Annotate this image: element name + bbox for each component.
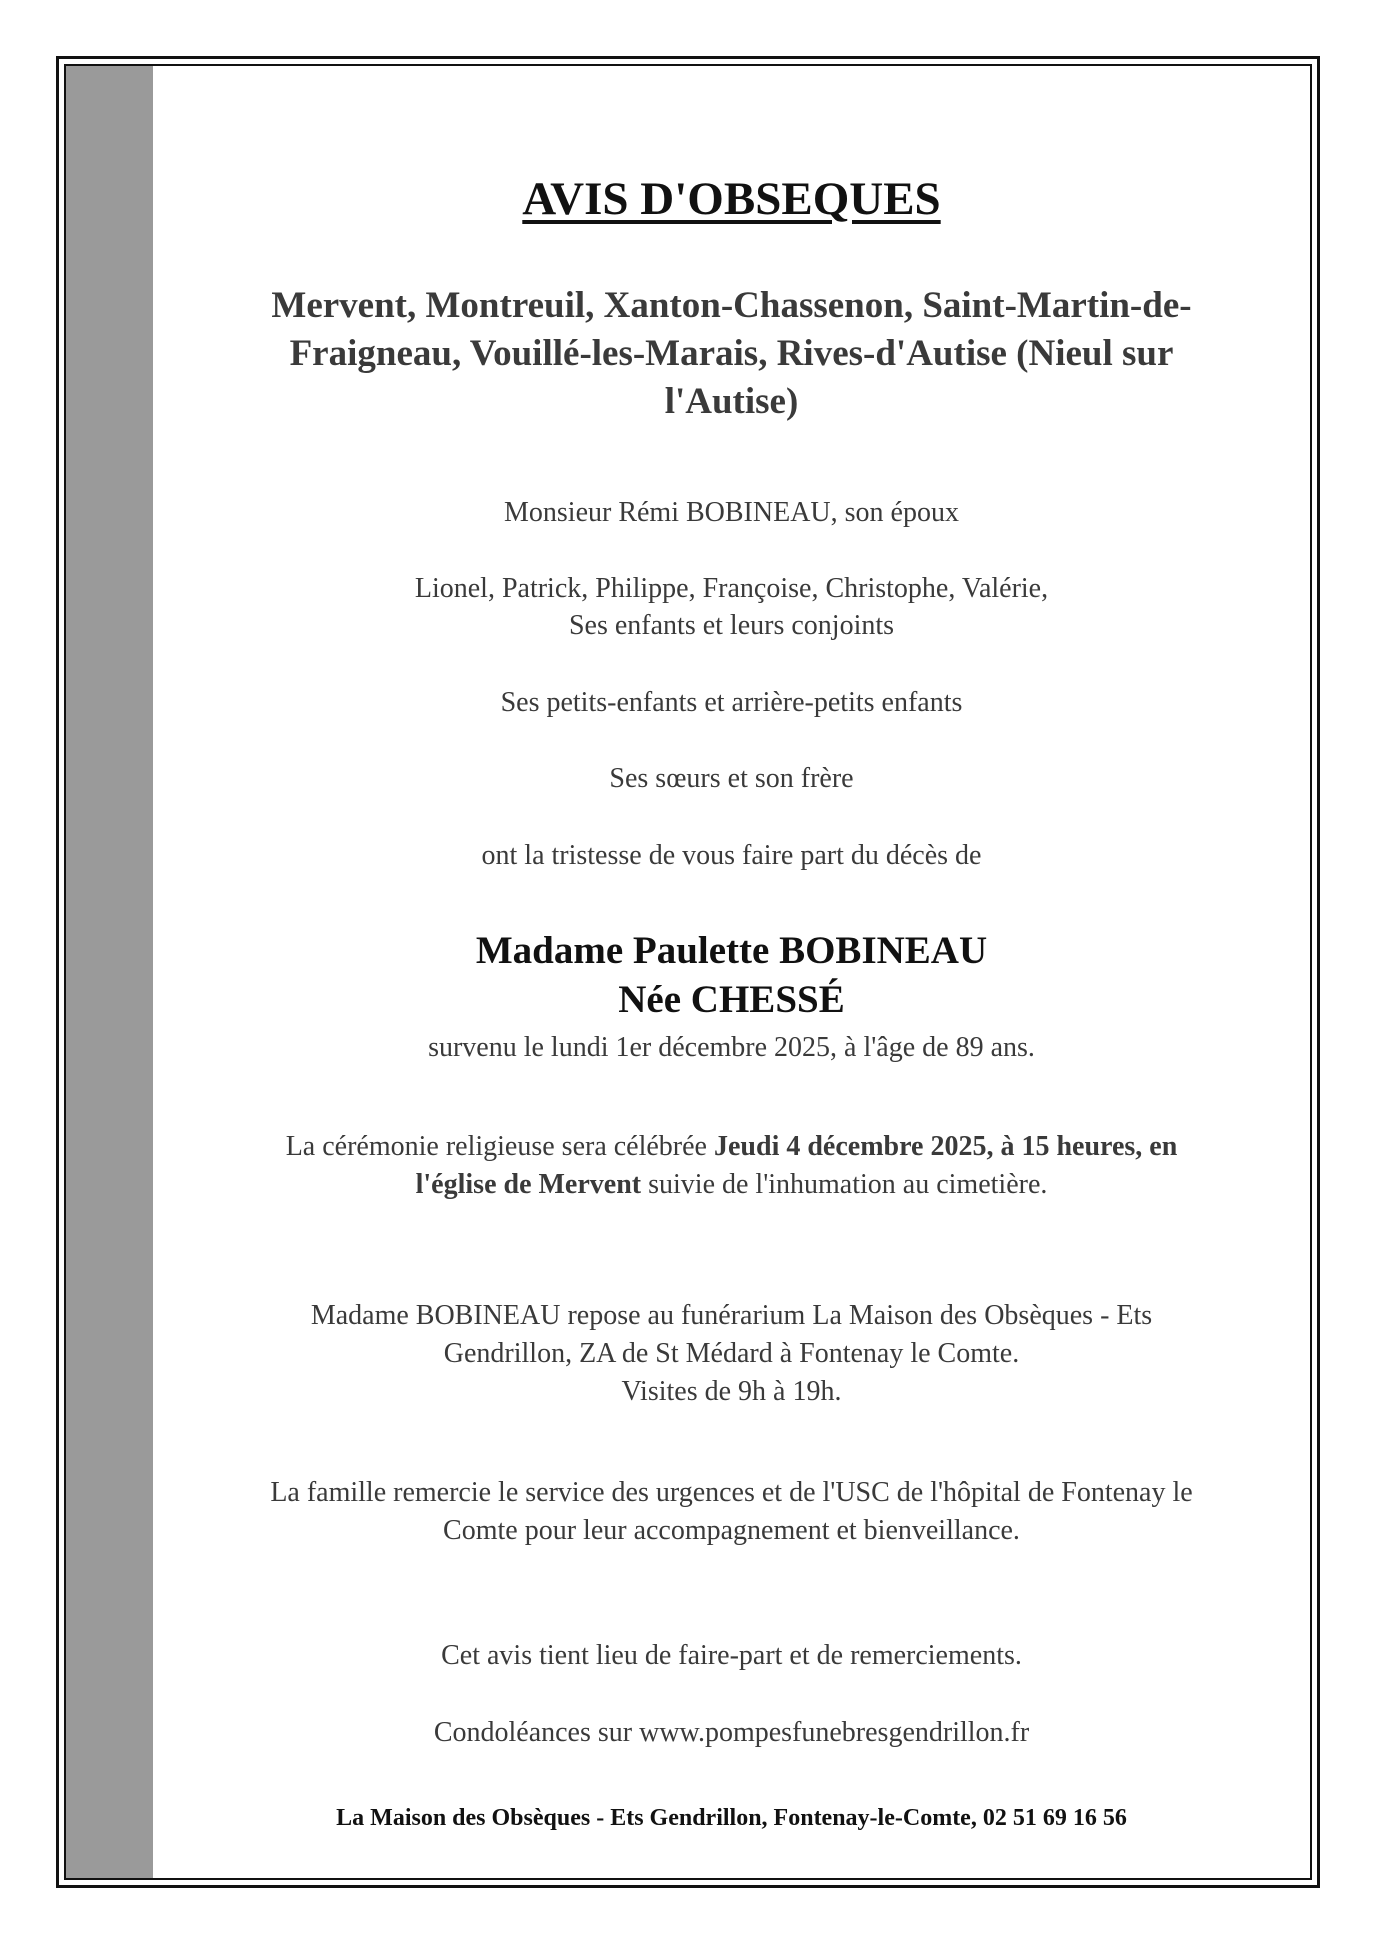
- visitation-line-3: Visites de 9h à 19h.: [621, 1376, 842, 1407]
- ceremony-rest: suivie de l'inhumation au cimetière.: [641, 1169, 1048, 1200]
- places-line-3: l'Autise): [664, 381, 799, 422]
- ceremony-date: Jeudi 4 décembre 2025, à 15 heures, en: [714, 1131, 1178, 1162]
- ceremony-line-1: [173, 1128, 1290, 1166]
- thanks-line-1: La famille remercie le service des urgences et de l'USC de l'hôpital de Fontenay le: [270, 1477, 1193, 1508]
- ceremony-intro: La cérémonie religieuse sera célébrée: [285, 1131, 714, 1162]
- visitation-line-2: Gendrillon, ZA de St Médard à Fontenay le Comte.: [443, 1338, 1020, 1369]
- deceased-maiden-name: Née CHESSÉ: [618, 978, 845, 1021]
- funeral-home-footer: La Maison des Obsèques - Ets Gendrillon, Fontenay-le-Comte, 02 51 69 16 56: [336, 1805, 1127, 1831]
- ceremony-place: l'église de Mervent: [415, 1169, 642, 1200]
- deceased-name: Madame Paulette BOBINEAU: [475, 929, 988, 972]
- spouse-line: Monsieur Rémi BOBINEAU, son époux: [504, 497, 959, 528]
- children-label: Ses enfants et leurs conjoints: [568, 610, 895, 641]
- condolences-line: Condoléances sur www.pompesfunebresgendrillon.fr: [433, 1717, 1030, 1748]
- grandchildren-line: Ses petits-enfants et arrière-petits enfants: [500, 687, 963, 718]
- ceremony-line-2: [173, 1166, 1290, 1204]
- document-frame: [64, 64, 1312, 1880]
- page-title: AVIS D'OBSEQUES: [522, 173, 941, 225]
- places-list: [183, 282, 1280, 426]
- ceremony-info: [173, 1128, 1290, 1204]
- death-info: survenu le lundi 1er décembre 2025, à l'âge de 89 ans.: [428, 1032, 1035, 1063]
- thanks-info: [173, 1474, 1290, 1550]
- thanks-line-2: Comte pour leur accompagnement et bienveillance.: [443, 1515, 1020, 1546]
- grey-side-band: [66, 66, 153, 1878]
- notice-line: Cet avis tient lieu de faire-part et de remerciements.: [441, 1640, 1022, 1671]
- announcement-line: ont la tristesse de vous faire part du décès de: [481, 840, 982, 871]
- notice-content: [153, 66, 1310, 1878]
- siblings-line: Ses sœurs et son frère: [609, 763, 854, 794]
- visitation-info: [173, 1297, 1290, 1411]
- visitation-line-1: Madame BOBINEAU repose au funérarium La Maison des Obsèques - Ets: [310, 1300, 1153, 1331]
- places-line-1: Mervent, Montreuil, Xanton-Chassenon, Saint-Martin-de-: [271, 285, 1192, 326]
- places-line-2: Fraigneau, Vouillé-les-Marais, Rives-d'Autise (Nieul sur: [289, 333, 1174, 374]
- children-names: Lionel, Patrick, Philippe, Françoise, Christophe, Valérie,: [414, 573, 1049, 604]
